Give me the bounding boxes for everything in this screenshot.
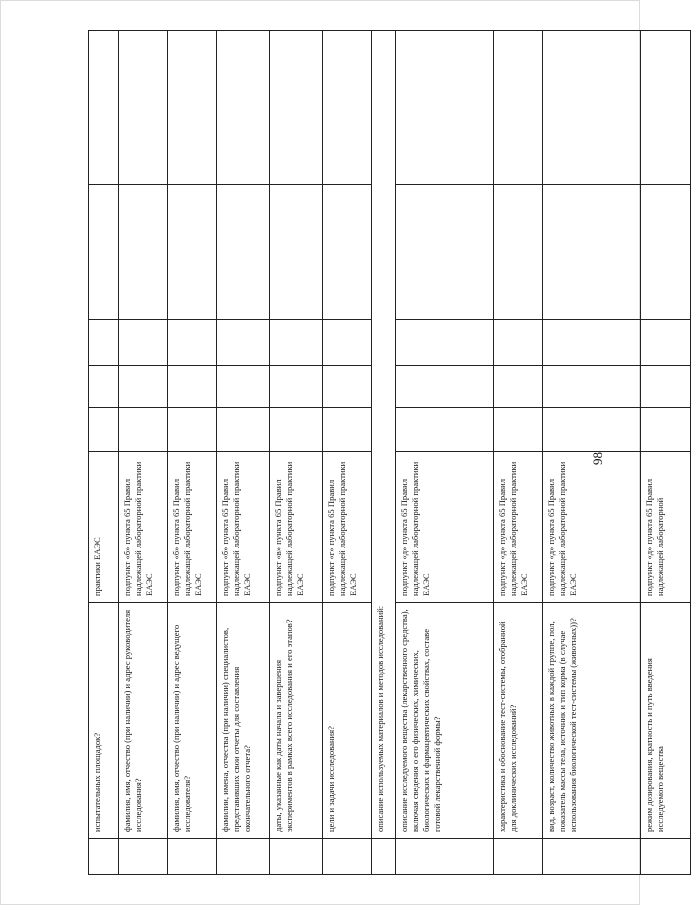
row-number-cell — [168, 839, 217, 875]
row-number-cell — [641, 839, 691, 875]
answer-no-cell[interactable] — [119, 366, 168, 408]
legal-reference-cell: подпункт «д» пункта 65 Правил надлежащей лабораторной — [641, 452, 691, 603]
answer-yes-cell[interactable] — [543, 408, 641, 452]
row-number-cell — [217, 839, 270, 875]
question-cell: характеристика и обоснование тест-системы, отобранной для доклинических исследований? — [494, 603, 543, 839]
section-heading-cell: описание используемых материалов и методов исследований: — [372, 31, 396, 839]
answer-yes-cell[interactable] — [217, 408, 270, 452]
question-cell: фамилия, имя, отчество (при наличии) и адрес руководителя исследования? — [119, 603, 168, 839]
legal-reference-cell: подпункт «в» пункта 65 Правил надлежащей лабораторной практики ЕАЭС — [270, 452, 323, 603]
table-row — [168, 31, 217, 875]
table-row — [119, 31, 168, 875]
answer-na-cell[interactable] — [119, 320, 168, 366]
notes-cell[interactable] — [270, 31, 323, 185]
answer-na-cell[interactable] — [396, 320, 494, 366]
question-cell: режим дозирования, кратность и путь введения исследуемого вещества — [641, 603, 691, 839]
answer-no-cell[interactable] — [494, 366, 543, 408]
answer-no-cell[interactable] — [270, 366, 323, 408]
answer-na-cell[interactable] — [168, 320, 217, 366]
question-cell: испытательных площадок? — [89, 603, 119, 839]
answer-no-cell[interactable] — [89, 366, 119, 408]
row-number-cell — [119, 839, 168, 875]
answer-yes-cell[interactable] — [168, 408, 217, 452]
legal-reference-cell: подпункт «д» пункта 65 Правил надлежащей лабораторной практики ЕАЭС — [494, 452, 543, 603]
answer-yes-cell[interactable] — [270, 408, 323, 452]
question-cell: даты, указанные как даты начала и завершения экспериментов в рамках всего исследования и его этапов? — [270, 603, 323, 839]
row-number-cell — [372, 839, 396, 875]
legal-reference-cell: подпункт «д» пункта 65 Правил надлежащей лабораторной практики ЕАЭС — [543, 452, 641, 603]
question-cell: описание исследуемого вещества (лекарственного средства), включая сведения о его физических, химических, биологических и фармацевтических свойствах, составе готовой лекарственной формы? — [396, 603, 494, 839]
table-row — [543, 31, 641, 875]
notes-cell[interactable] — [323, 31, 372, 185]
evidence-cell[interactable] — [396, 185, 494, 320]
table-body — [89, 31, 691, 875]
answer-na-cell[interactable] — [270, 320, 323, 366]
checklist-table — [88, 30, 691, 875]
evidence-cell[interactable] — [641, 185, 691, 320]
legal-reference-cell: подпункт «б» пункта 65 Правил надлежащей лабораторной практики ЕАЭС — [168, 452, 217, 603]
evidence-cell[interactable] — [543, 185, 641, 320]
question-cell: фамилия, имя, отчество (при наличии) и адрес ведущего исследователя? — [168, 603, 217, 839]
answer-no-cell[interactable] — [323, 366, 372, 408]
question-cell: цели и задачи исследования? — [323, 603, 372, 839]
evidence-cell[interactable] — [323, 185, 372, 320]
answer-na-cell[interactable] — [323, 320, 372, 366]
table-row — [217, 31, 270, 875]
legal-reference-cell: подпункт «г» пункта 65 Правил надлежащей лабораторной практики ЕАЭС — [323, 452, 372, 603]
legal-reference-cell: практики ЕАЭС — [89, 452, 119, 603]
answer-yes-cell[interactable] — [641, 408, 691, 452]
evidence-cell[interactable] — [89, 185, 119, 320]
legal-reference-cell: подпункт «б» пункта 65 Правил надлежащей лабораторной практики ЕАЭС — [119, 452, 168, 603]
answer-no-cell[interactable] — [396, 366, 494, 408]
question-cell: фамилии, имена, отчества (при наличии) специалистов, представивших свои отчеты для составления окончательного отчета? — [217, 603, 270, 839]
answer-yes-cell[interactable] — [396, 408, 494, 452]
notes-cell[interactable] — [494, 31, 543, 185]
evidence-cell[interactable] — [217, 185, 270, 320]
section-row — [372, 31, 396, 875]
row-number-cell — [270, 839, 323, 875]
row-number-cell — [396, 839, 494, 875]
answer-na-cell[interactable] — [543, 320, 641, 366]
table-row — [494, 31, 543, 875]
page-number: 98 — [590, 452, 605, 465]
row-number-cell — [323, 839, 372, 875]
answer-no-cell[interactable] — [217, 366, 270, 408]
row-number-cell — [89, 839, 119, 875]
notes-cell[interactable] — [89, 31, 119, 185]
answer-yes-cell[interactable] — [119, 408, 168, 452]
evidence-cell[interactable] — [270, 185, 323, 320]
evidence-cell[interactable] — [119, 185, 168, 320]
row-number-cell — [543, 839, 641, 875]
answer-no-cell[interactable] — [543, 366, 641, 408]
table-row — [323, 31, 372, 875]
notes-cell[interactable] — [217, 31, 270, 185]
answer-yes-cell[interactable] — [89, 408, 119, 452]
answer-na-cell[interactable] — [494, 320, 543, 366]
notes-cell[interactable] — [641, 31, 691, 185]
table-row — [641, 31, 691, 875]
notes-cell[interactable] — [396, 31, 494, 185]
legal-reference-cell: подпункт «б» пункта 65 Правил надлежащей лабораторной практики ЕАЭС — [217, 452, 270, 603]
evidence-cell[interactable] — [168, 185, 217, 320]
answer-no-cell[interactable] — [641, 366, 691, 408]
answer-na-cell[interactable] — [217, 320, 270, 366]
row-number-cell — [494, 839, 543, 875]
answer-no-cell[interactable] — [168, 366, 217, 408]
table-row — [396, 31, 494, 875]
notes-cell[interactable] — [543, 31, 641, 185]
notes-cell[interactable] — [119, 31, 168, 185]
answer-na-cell[interactable] — [89, 320, 119, 366]
question-cell: вид, возраст, количество животных в каждой группе, пол, показатель массы тела, источник и тип корма (в случае использования биологической тест-системы (животных))? — [543, 603, 641, 839]
evidence-cell[interactable] — [494, 185, 543, 320]
answer-yes-cell[interactable] — [323, 408, 372, 452]
answer-na-cell[interactable] — [641, 320, 691, 366]
answer-yes-cell[interactable] — [494, 408, 543, 452]
table-row — [270, 31, 323, 875]
legal-reference-cell: подпункт «д» пункта 65 Правил надлежащей лабораторной практики ЕАЭС — [396, 452, 494, 603]
table-row — [89, 31, 119, 875]
notes-cell[interactable] — [168, 31, 217, 185]
